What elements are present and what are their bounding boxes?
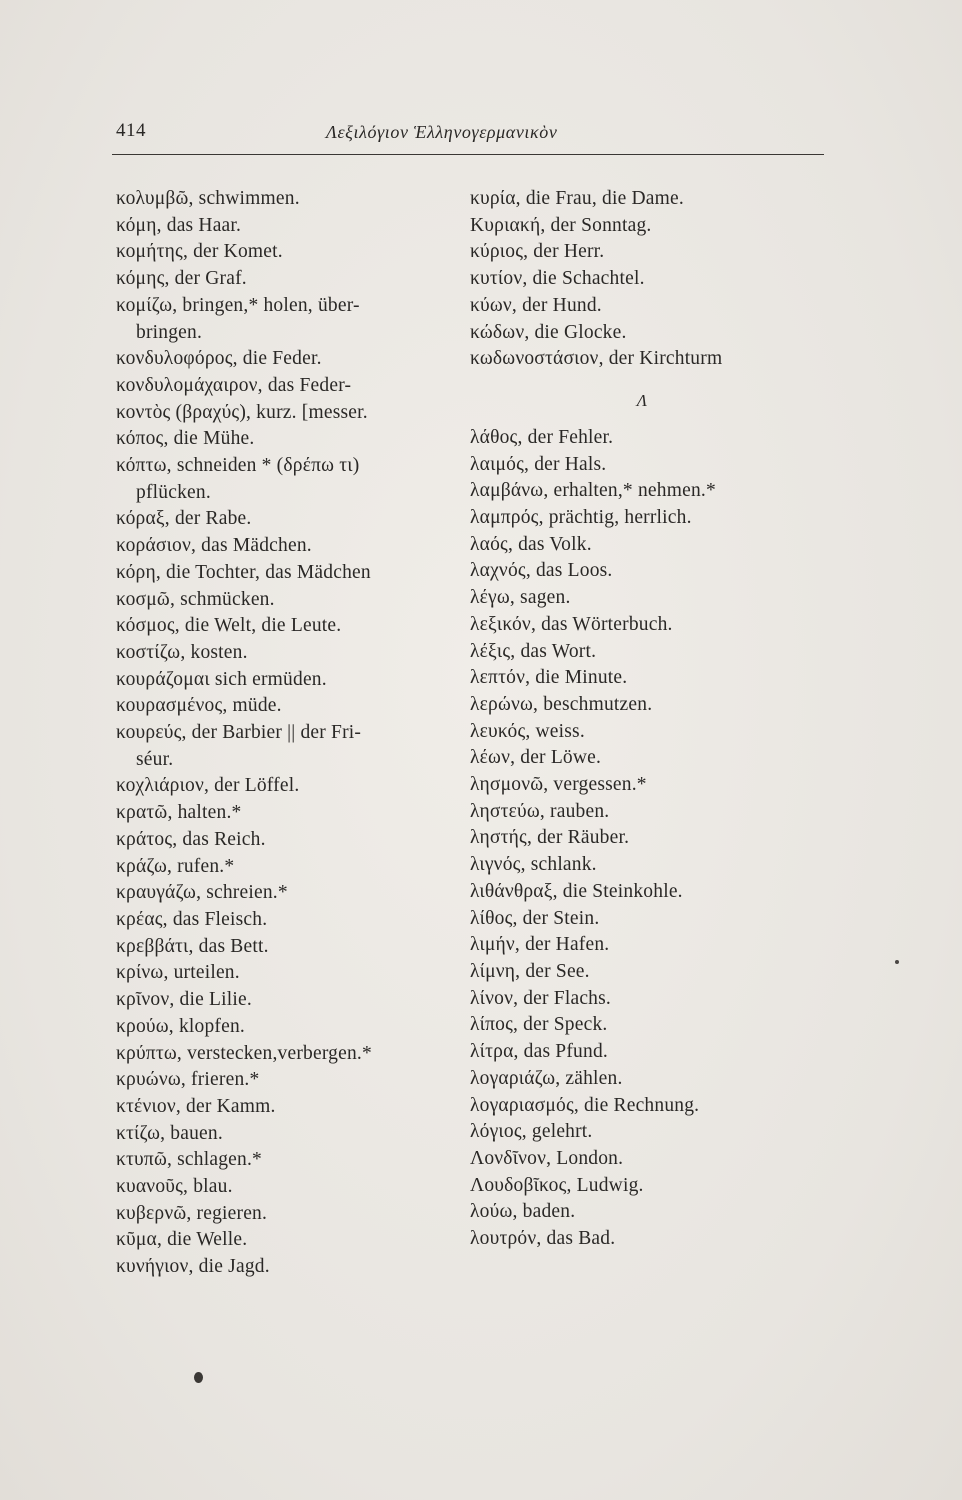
dictionary-entry: κτένιον, der Kamm. <box>116 1095 276 1117</box>
dictionary-entry: bringen. <box>136 321 203 343</box>
dictionary-entry: κοχλιάριον, der Löffel. <box>116 775 300 797</box>
dictionary-entry: κόμη, das Haar. <box>116 214 242 236</box>
dictionary-entry: λαμβάνω, erhalten,* nehmen.* <box>470 480 716 502</box>
dictionary-entry: λαιμός, der Hals. <box>470 453 607 475</box>
dictionary-entry: ληστεύω, rauben. <box>470 800 610 822</box>
dictionary-entry: κράτος, das Reich. <box>116 828 266 850</box>
dictionary-entry: λέων, der Löwe. <box>470 747 602 769</box>
dictionary-entry: λησμονῶ, vergessen.* <box>470 774 647 796</box>
dictionary-entry: κονδυλοφόρος, die Feder. <box>116 348 322 370</box>
dictionary-entry: κύων, der Hund. <box>470 294 602 316</box>
dictionary-entry: κομίζω, bringen,* holen, über- <box>116 294 360 316</box>
dictionary-entry: λάθος, der Fehler. <box>470 426 614 448</box>
dictionary-entry: κρίνω, urteilen. <box>116 962 240 984</box>
dictionary-entry: κράζω, rufen.* <box>116 855 235 877</box>
dictionary-entry: κοράσιον, das Mädchen. <box>116 535 312 557</box>
left-column <box>116 186 466 1281</box>
section-letter-lambda: Λ <box>636 390 648 410</box>
dictionary-entry: κοντὸς (βραχύς), kurz. [messer. <box>116 401 368 423</box>
dictionary-entry: κόραξ, der Rabe. <box>116 508 252 530</box>
dictionary-entry: λεξικόν, das Wörterbuch. <box>470 613 673 635</box>
dictionary-entry: ληστής, der Räuber. <box>470 827 630 849</box>
dictionary-entry: κρῖνον, die Lilie. <box>116 989 252 1011</box>
dictionary-entry: λογαριάζω, zählen. <box>470 1067 623 1089</box>
dictionary-entry: κτίζω, bauen. <box>116 1122 223 1144</box>
dictionary-entry: κρατῶ, halten.* <box>116 802 242 824</box>
dictionary-entry: κονδυλομάχαιρον, das Feder- <box>116 374 352 396</box>
dictionary-entry: λίθος, der Stein. <box>470 907 600 929</box>
dictionary-entry: κώδων, die Glocke. <box>470 321 627 343</box>
right-column <box>470 186 800 1253</box>
dictionary-entry: λεπτόν, die Minute. <box>470 667 628 689</box>
dictionary-entry: séur. <box>136 748 174 770</box>
dictionary-entry: κοσμῶ, schmücken. <box>116 588 275 610</box>
dictionary-entry: κυτίον, die Schachtel. <box>470 268 645 290</box>
dictionary-entry: λίμνη, der See. <box>470 960 590 982</box>
dictionary-entry: pflücken. <box>136 481 211 503</box>
running-title: Λεξιλόγιον Ἑλληνογερμανικὸν <box>326 122 558 142</box>
dictionary-entry: λιμήν, der Hafen. <box>470 934 610 956</box>
dictionary-entry: λέξις, das Wort. <box>470 640 597 662</box>
dictionary-entry: λερώνω, beschmutzen. <box>470 693 653 715</box>
dictionary-entry: κρεββάτι, das Bett. <box>116 935 269 957</box>
dictionary-entry: κρύπτω, verstecken,verbergen.* <box>116 1042 372 1064</box>
dictionary-entry: κωδωνοστάσιον, der Kirchturm <box>470 348 723 370</box>
header-rule <box>112 154 824 155</box>
ink-dot <box>895 960 899 964</box>
dictionary-entry: λόγιος, gelehrt. <box>470 1121 593 1143</box>
dictionary-entry: κόρη, die Tochter, das Mädchen <box>116 561 371 583</box>
dictionary-entry: λαμπρός, prächtig, herrlich. <box>470 507 692 529</box>
dictionary-entry: κόπος, die Mühe. <box>116 428 255 450</box>
dictionary-entry: κυβερνῶ, regieren. <box>116 1202 268 1224</box>
dictionary-entry: κυανοῦς, blau. <box>116 1176 233 1198</box>
dictionary-entry: λογαριασμός, die Rechnung. <box>470 1094 700 1116</box>
dictionary-entry: Κυριακή, der Sonntag. <box>470 214 652 236</box>
dictionary-entry: κοστίζω, kosten. <box>116 641 248 663</box>
dictionary-entry: κτυπῶ, schlagen.* <box>116 1149 262 1171</box>
dictionary-entry: κῦμα, die Welle. <box>116 1229 248 1251</box>
dictionary-entry: κουρεύς, der Barbier || der Fri- <box>116 722 362 744</box>
dictionary-entry: κρέας, das Fleisch. <box>116 908 268 930</box>
dictionary-entry: λούω, baden. <box>470 1201 576 1223</box>
dictionary-entry: κουρασμένος, müde. <box>116 695 282 717</box>
dictionary-entry: κουράζομαι sich ermüden. <box>116 668 327 690</box>
dictionary-entry: λίνον, der Flachs. <box>470 987 611 1009</box>
dictionary-entry: λιγνός, schlank. <box>470 854 597 876</box>
dictionary-entry: κρούω, klopfen. <box>116 1015 245 1037</box>
dictionary-entry: λίπος, der Speck. <box>470 1014 608 1036</box>
dictionary-entry: κόσμος, die Welt, die Leute. <box>116 615 342 637</box>
dictionary-entry: λουτρόν, das Bad. <box>470 1228 616 1250</box>
dictionary-entry: λίτρα, das Pfund. <box>470 1041 608 1063</box>
right-column-l-entries <box>470 425 800 1253</box>
dictionary-entry: λευκός, weiss. <box>470 720 585 742</box>
dictionary-entry: κομήτης, der Komet. <box>116 241 283 263</box>
dictionary-entry: λέγω, sagen. <box>470 587 571 609</box>
dictionary-entry: κόπτω, schneiden * (δρέπω τι) <box>116 455 360 477</box>
dictionary-entry: λαχνός, das Loos. <box>470 560 613 582</box>
dictionary-entry: κυνήγιον, die Jagd. <box>116 1256 270 1278</box>
dictionary-entry: κόμης, der Graf. <box>116 268 247 290</box>
dictionary-entry: λαός, das Volk. <box>470 533 592 555</box>
page-header <box>112 120 824 156</box>
ink-smudge <box>194 1372 203 1383</box>
right-column-k-entries <box>470 186 800 373</box>
dictionary-entry: κύριος, der Herr. <box>470 241 605 263</box>
dictionary-entry: λιθάνθραξ, die Steinkohle. <box>470 880 683 902</box>
dictionary-entry: κραυγάζω, schreien.* <box>116 882 288 904</box>
dictionary-entry: κρυώνω, frieren.* <box>116 1069 260 1091</box>
dictionary-entry: Λουδοβῖκος, Ludwig. <box>470 1174 644 1196</box>
dictionary-entry: κυρία, die Frau, die Dame. <box>470 188 684 209</box>
dictionary-entry: Λονδῖνον, London. <box>470 1147 624 1169</box>
dictionary-entry: κολυμβῶ, schwimmen. <box>116 188 300 209</box>
page-number: 414 <box>116 120 146 141</box>
